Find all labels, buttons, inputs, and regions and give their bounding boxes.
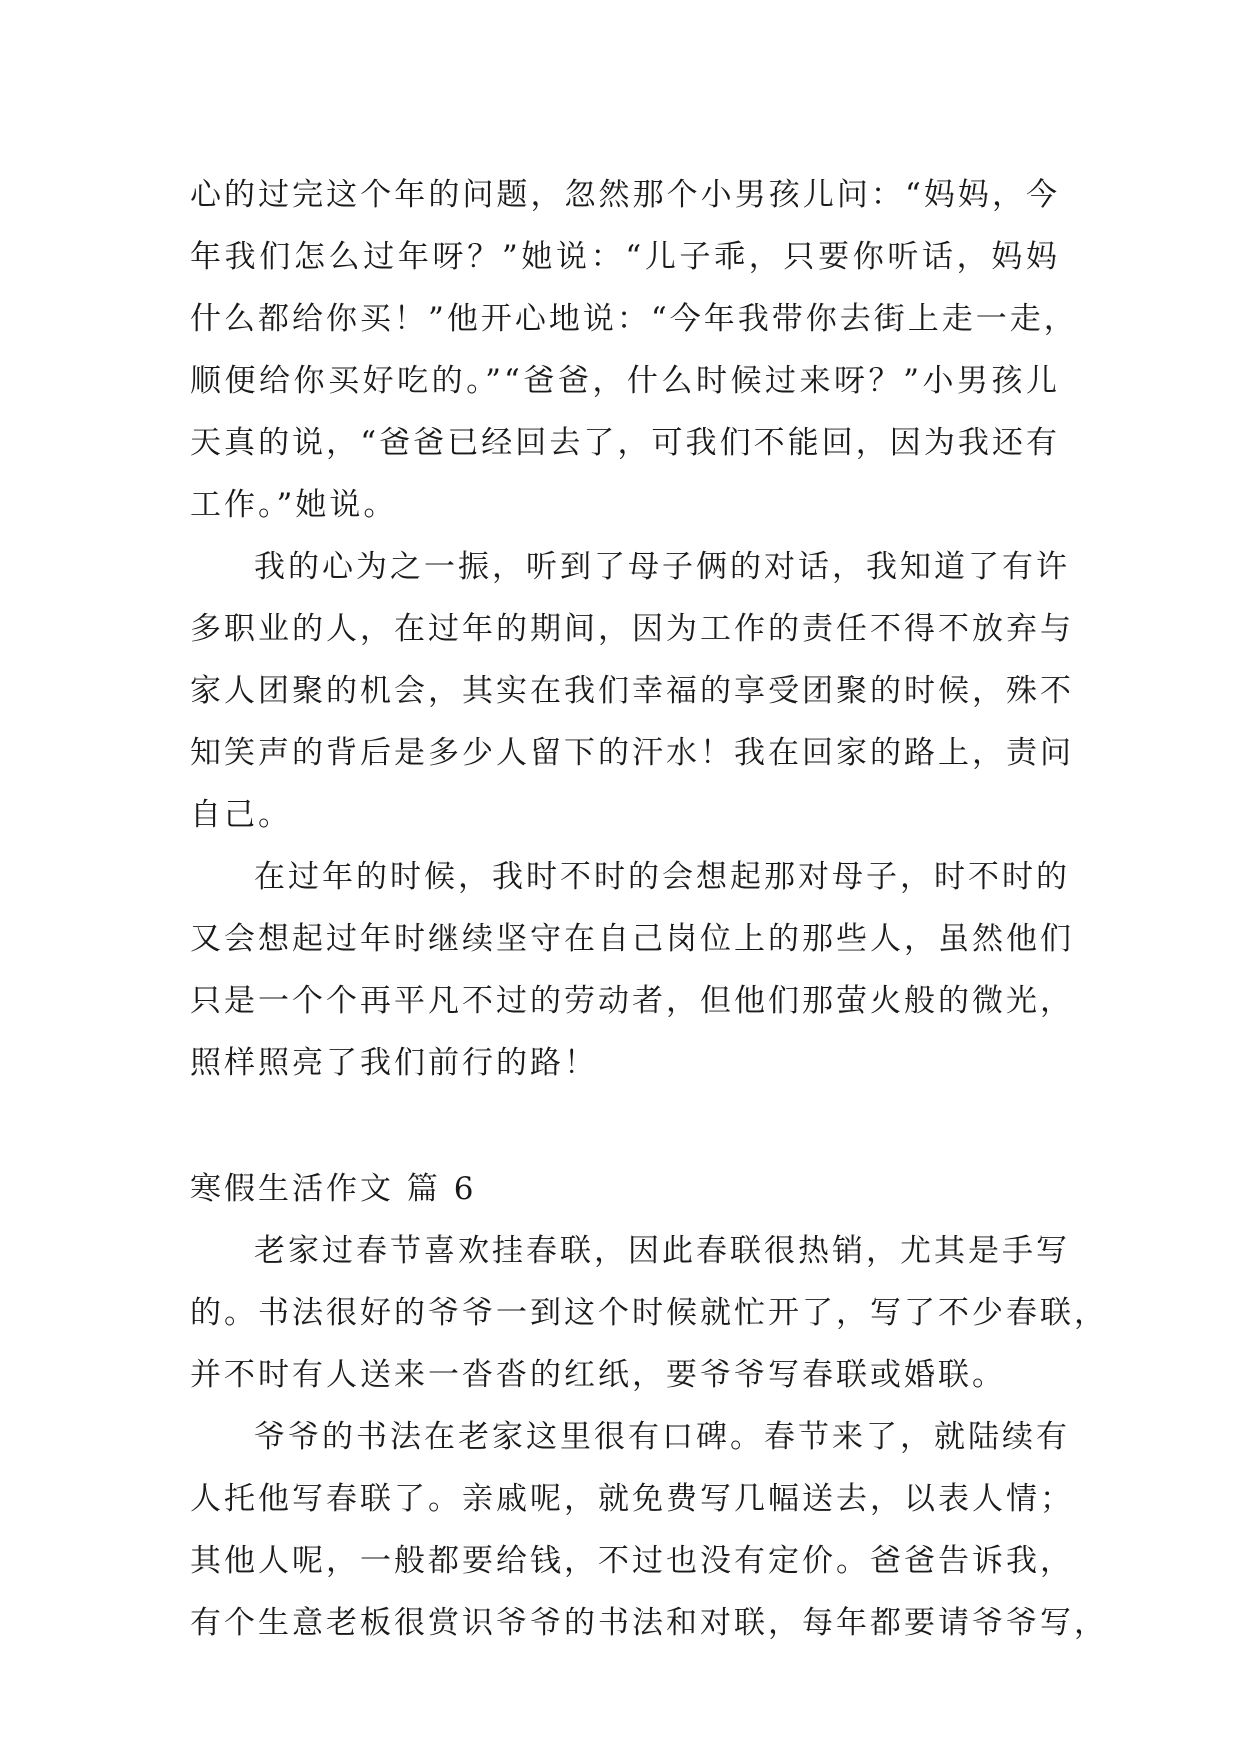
text-line: 自己。 — [190, 797, 292, 833]
paragraph-reflection — [190, 536, 1074, 846]
text-line: 只是一个个再平凡不过的劳动者，但他们那萤火般的微光， — [190, 983, 1074, 1019]
text-line: 在过年的时候，我时不时的会想起那对母子，时不时的 — [254, 859, 1070, 895]
text-line: 多职业的人，在过年的期间，因为工作的责任不得不放弃与 — [190, 611, 1074, 647]
text-line: 天真的说，“爸爸已经回去了，可我们不能回，因为我还有 — [190, 425, 1060, 461]
paragraph-mother-son-dialogue — [190, 164, 1078, 536]
text-line: 其他人呢，一般都要给钱，不过也没有定价。爸爸告诉我， — [190, 1543, 1074, 1579]
text-line: 知笑声的背后是多少人留下的汗水！我在回家的路上，责问 — [190, 735, 1074, 771]
text-line: 年我们怎么过年呀？”她说：“儿子乖，只要你听话，妈妈 — [190, 239, 1060, 275]
text-line: 什么都给你买！”他开心地说：“今年我带你去街上走一走， — [190, 301, 1078, 337]
paragraph-grandpa-calligraphy — [190, 1406, 1108, 1654]
section-spacer — [190, 1094, 1060, 1158]
text-line: 并不时有人送来一沓沓的红纸，要爷爷写春联或婚联。 — [190, 1357, 1006, 1393]
text-line: 我的心为之一振，听到了母子俩的对话，我知道了有许 — [254, 549, 1070, 585]
text-line: 有个生意老板很赏识爷爷的书法和对联，每年都要请爷爷写， — [190, 1605, 1108, 1641]
text-line: 顺便给你买好吃的。”“爸爸，什么时候过来呀？”小男孩儿 — [190, 363, 1060, 399]
paragraph-conclusion — [190, 846, 1074, 1094]
text-line: 照样照亮了我们前行的路！ — [190, 1045, 598, 1081]
text-line: 心的过完这个年的问题，忽然那个小男孩儿问：“妈妈，今 — [190, 177, 1060, 213]
text-line: 老家过春节喜欢挂春联，因此春联很热销，尤其是手写 — [254, 1233, 1070, 1269]
text-line: 家人团聚的机会，其实在我们幸福的享受团聚的时候，殊不 — [190, 673, 1074, 709]
paragraph-spring-couplets — [190, 1220, 1108, 1406]
text-line: 人托他写春联了。亲戚呢，就免费写几幅送去，以表人情； — [190, 1481, 1074, 1517]
document-page — [190, 164, 1108, 1654]
text-line: 的。书法很好的爷爷一到这个时候就忙开了，写了不少春联， — [190, 1295, 1108, 1331]
text-line: 又会想起过年时继续坚守在自己岗位上的那些人，虽然他们 — [190, 921, 1074, 957]
section-title: 寒假生活作文 篇 6 — [190, 1171, 477, 1207]
text-line: 工作。”她说。 — [190, 487, 398, 523]
text-line: 爷爷的书法在老家这里很有口碑。春节来了，就陆续有 — [254, 1419, 1070, 1455]
